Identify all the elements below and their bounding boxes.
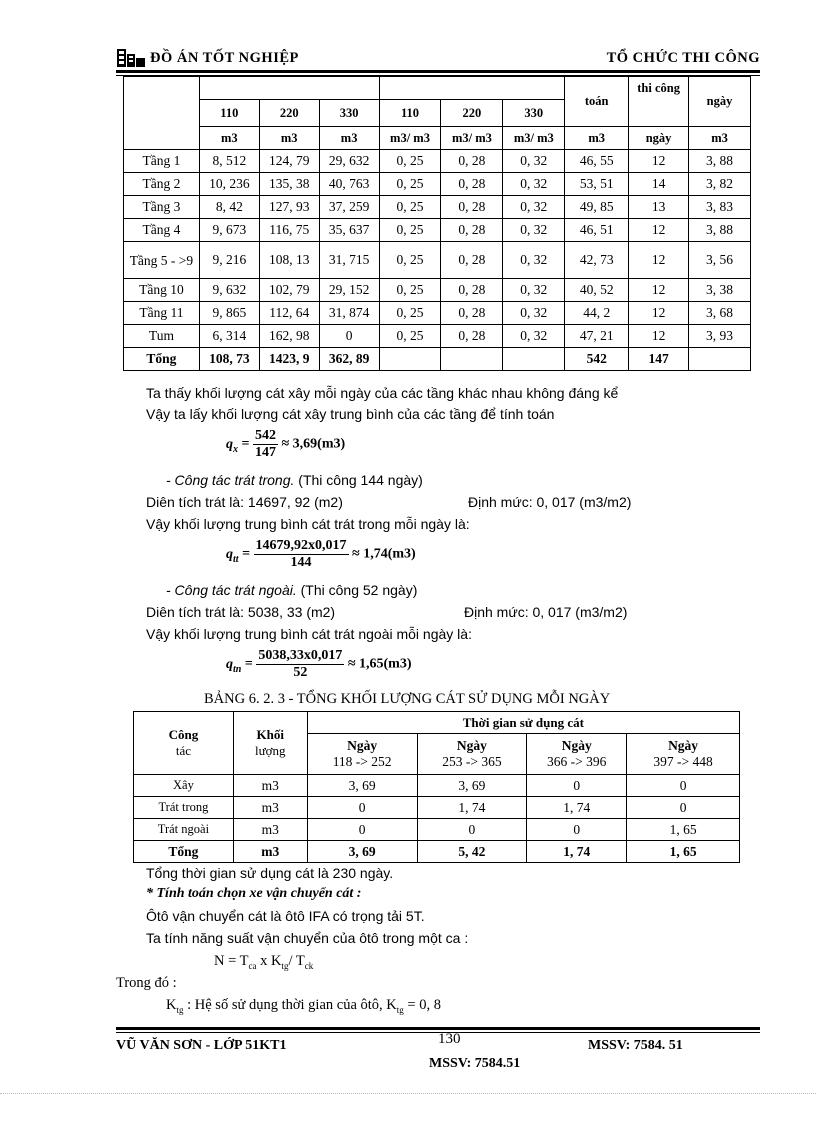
table-cell: 31, 874 (319, 302, 379, 325)
table-row (134, 797, 740, 819)
table-cell (124, 77, 200, 150)
table-cell: Tầng 2 (124, 173, 200, 196)
header-title-left: ĐỒ ÁN TỐT NGHIỆP (150, 50, 299, 66)
table-cell: 3, 56 (689, 242, 751, 279)
table-cell: 0, 25 (379, 173, 441, 196)
header-word: Công (168, 727, 199, 742)
table-cell: 147 (629, 348, 689, 371)
table-cell: 1, 65 (627, 841, 740, 863)
formula-sub: tn (233, 663, 242, 675)
subsection-title: * Tính toán chọn xe vận chuyển cát : (146, 886, 362, 901)
table-header-cell: 330 (319, 100, 379, 127)
productivity-formula (214, 953, 313, 971)
table-row (124, 196, 751, 219)
page-header (116, 46, 760, 70)
table-cell: m3 (233, 775, 307, 797)
table-unit-cell: m3/ m3 (379, 127, 441, 150)
table-cell: 42, 73 (565, 242, 629, 279)
table-cell: 0, 32 (503, 196, 565, 219)
table-cell: 0, 28 (441, 279, 503, 302)
fraction-denominator: 144 (290, 555, 312, 570)
table-cell: m3 (233, 841, 307, 863)
text-line: Tổng thời gian sử dụng cát là 230 ngày. (146, 865, 394, 881)
table-row (134, 819, 740, 841)
table-cell: Tổng (124, 348, 200, 371)
table-cell (503, 348, 565, 371)
table-cell: 542 (565, 348, 629, 371)
table-cell (689, 348, 751, 371)
table-unit-cell: m3/ m3 (503, 127, 565, 150)
daily-sand-usage-table (133, 711, 740, 863)
header-rule (116, 70, 760, 73)
table-cell: 12 (629, 279, 689, 302)
table-cell: 0, 25 (379, 242, 441, 279)
fraction-numerator: 5038,33x0,017 (258, 648, 343, 663)
table-cell: 5, 42 (417, 841, 527, 863)
school-logo-icon (116, 48, 146, 68)
text-line: Vậy ta lấy khối lượng cát xây trung bình của các tầng để tính toán (146, 406, 555, 422)
table-cell: 0, 28 (441, 173, 503, 196)
table-row (124, 242, 751, 279)
formula-part: N = T (214, 953, 249, 969)
table-cell (199, 77, 379, 100)
table-unit-cell: m3 (565, 127, 629, 150)
table-cell: 0, 32 (503, 173, 565, 196)
table-header-cell (417, 734, 527, 775)
table-cell: Trát ngoài (134, 819, 234, 841)
table-total-row (134, 841, 740, 863)
table-header-cell (233, 712, 307, 775)
sand-volume-table (123, 76, 751, 371)
table-cell: 3, 69 (307, 841, 417, 863)
footer-student-id: MSSV: 7584. 51 (588, 1038, 683, 1053)
table-cell: 29, 152 (319, 279, 379, 302)
table-cell: 124, 79 (259, 150, 319, 173)
table-header-cell: 330 (503, 100, 565, 127)
table-cell: m3 (233, 797, 307, 819)
formula-qtn: $q_{tn}$ = $\frac{5038,33x0,017}{52}$ ≈ 1,65(m3) (226, 648, 412, 680)
table-cell: 116, 75 (259, 219, 319, 242)
table-cell: 9, 865 (199, 302, 259, 325)
table-cell: 31, 715 (319, 242, 379, 279)
table-cell: 0, 32 (503, 242, 565, 279)
table-cell: 47, 21 (565, 325, 629, 348)
formula-sub: tt (233, 553, 239, 565)
table-units-row (124, 127, 751, 150)
table-cell: Tổng (134, 841, 234, 863)
table-header-cell (627, 734, 740, 775)
definition-ktg (166, 997, 441, 1015)
table-cell: 0 (417, 819, 527, 841)
text-line: Diên tích trát là: 14697, 92 (m2) (146, 494, 343, 510)
table-cell: 0, 32 (503, 219, 565, 242)
table-row (134, 775, 740, 797)
table-cell: 0 (319, 325, 379, 348)
fraction-numerator: 14679,92x0,017 (255, 538, 347, 553)
header-word: Ngày (668, 738, 699, 753)
formula-part: K (166, 997, 177, 1013)
table-cell: Tầng 4 (124, 219, 200, 242)
section-title: - Công tác trát ngoài. (166, 582, 297, 598)
formula-part: = 0, 8 (403, 997, 441, 1013)
text-line: Ta thấy khối lượng cát xây mỗi ngày của các tầng khác nhau không đáng kể (146, 385, 619, 401)
table-cell: 3, 69 (307, 775, 417, 797)
table-caption: BẢNG 6. 2. 3 - TỔNG KHỐI LƯỢNG CÁT SỬ DỤNG MỖI NGÀY (204, 691, 611, 707)
footer-rule (116, 1027, 760, 1030)
table-cell: Tum (124, 325, 200, 348)
table-cell: 0, 32 (503, 325, 565, 348)
header-word: lượng (255, 743, 286, 758)
table-cell: 362, 89 (319, 348, 379, 371)
table-row (124, 325, 751, 348)
table-cell: 49, 85 (565, 196, 629, 219)
day-range: 118 -> 252 (332, 754, 392, 769)
table-cell: 162, 98 (259, 325, 319, 348)
table-cell: 12 (629, 302, 689, 325)
table-unit-cell: m3 (689, 127, 751, 150)
formula-lhs: q (226, 656, 233, 672)
table-cell: 10, 236 (199, 173, 259, 196)
header-word: Ngày (456, 738, 487, 753)
table-cell: 135, 38 (259, 173, 319, 196)
table-header-cell: ngày (689, 77, 751, 127)
table-cell: 127, 93 (259, 196, 319, 219)
table-cell: 1, 74 (527, 797, 627, 819)
text-line: Vậy khối lượng trung bình cát trát trong mỗi ngày là: (146, 516, 470, 532)
table-cell (379, 348, 441, 371)
table-cell: 0 (307, 797, 417, 819)
fraction (256, 648, 344, 681)
formula-sub: x (233, 443, 238, 455)
table-cell: 0, 28 (441, 219, 503, 242)
table-header-cell: thi công (629, 77, 689, 127)
table-cell: 3, 82 (689, 173, 751, 196)
formula-qx: $q_x$ = $\frac{542}{147}$ ≈ 3,69(m3) (226, 428, 346, 460)
table-cell: 37, 259 (319, 196, 379, 219)
table-cell: 12 (629, 150, 689, 173)
page-number: 130 (438, 1031, 461, 1047)
table-cell: 102, 79 (259, 279, 319, 302)
text-line: Diên tích trát là: 5038, 33 (m2) (146, 604, 336, 620)
table-cell: 0, 25 (379, 302, 441, 325)
section-outside-plaster (166, 582, 417, 598)
table-cell: 0, 28 (441, 302, 503, 325)
table-cell: 14 (629, 173, 689, 196)
table-cell (379, 77, 565, 100)
formula-lhs: q (226, 546, 233, 562)
table-cell: 0, 32 (503, 279, 565, 302)
formula-part: : Hệ số sử dụng thời gian của ôtô, K (183, 997, 397, 1013)
formula-part: / T (288, 953, 305, 969)
table-header-cell (134, 712, 234, 775)
table-unit-cell: ngày (629, 127, 689, 150)
text-line: Định mức: 0, 017 (m3/m2) (468, 494, 632, 510)
formula-sub: tg (281, 960, 289, 971)
header-word: Ngày (561, 738, 592, 753)
table-cell: 0, 25 (379, 150, 441, 173)
table-cell: 8, 42 (199, 196, 259, 219)
table-cell: 3, 38 (689, 279, 751, 302)
table-cell: 1, 74 (417, 797, 527, 819)
table-cell: 0 (527, 819, 627, 841)
table-cell: 46, 55 (565, 150, 629, 173)
table-row (124, 173, 751, 196)
table-cell: 40, 763 (319, 173, 379, 196)
header-word: Khối (256, 727, 284, 742)
table-row (124, 219, 751, 242)
table-cell: Trát trong (134, 797, 234, 819)
table-header-row (134, 712, 740, 734)
section-title: - Công tác trát trong. (166, 472, 295, 488)
table-cell: 6, 314 (199, 325, 259, 348)
formula-sub: ca (248, 960, 257, 971)
table-cell: Tầng 1 (124, 150, 200, 173)
text-line: Ôtô vận chuyển cát là ôtô IFA có trọng tải 5T. (146, 908, 425, 924)
formula-sub: ck (304, 960, 314, 971)
table-cell: 108, 13 (259, 242, 319, 279)
text-line: Định mức: 0, 017 (m3/m2) (464, 604, 628, 620)
table-cell: Tầng 5 - >9 (124, 242, 200, 279)
table-header-cell: 110 (379, 100, 441, 127)
section-detail: (Thi công 144 ngày) (294, 472, 423, 488)
fraction (253, 428, 278, 461)
table-cell: 112, 64 (259, 302, 319, 325)
table-cell: Tầng 11 (124, 302, 200, 325)
table-cell: 29, 632 (319, 150, 379, 173)
table-cell: 9, 632 (199, 279, 259, 302)
fraction-denominator: 52 (293, 665, 308, 680)
table-body (124, 150, 751, 371)
section-detail: (Thi công 52 ngày) (296, 582, 418, 598)
table-header-cell: 110 (199, 100, 259, 127)
table-cell: 0 (627, 775, 740, 797)
fraction (254, 538, 349, 571)
table-cell: 12 (629, 219, 689, 242)
text-line: Vậy khối lượng trung bình cát trát ngoài mỗi ngày là: (146, 626, 472, 642)
header-word: Ngày (347, 738, 378, 753)
table-cell: 0, 32 (503, 150, 565, 173)
table-row (124, 150, 751, 173)
table-cell: 0, 28 (441, 242, 503, 279)
table-cell: 0 (627, 797, 740, 819)
table-row (124, 279, 751, 302)
formula-sub: tg (176, 1004, 184, 1015)
fraction-denominator: 147 (254, 445, 276, 460)
table-cell: 0, 25 (379, 196, 441, 219)
table-cell: 0, 25 (379, 279, 441, 302)
day-range: 397 -> 448 (653, 754, 713, 769)
table-unit-cell: m3 (259, 127, 319, 150)
table-cell: 13 (629, 196, 689, 219)
day-range: 253 -> 365 (442, 754, 502, 769)
table-cell: 108, 73 (199, 348, 259, 371)
table-cell: Xây (134, 775, 234, 797)
table-unit-cell: m3 (199, 127, 259, 150)
table-cell: m3 (233, 819, 307, 841)
table-cell: Tầng 3 (124, 196, 200, 219)
formula-qtt: $q_{tt}$ = $\frac{14679,92x0,017}{144}$ ≈ 1,74(m3) (226, 538, 416, 570)
day-range: 366 -> 396 (547, 754, 607, 769)
table-header-cell: Thời gian sử dụng cát (307, 712, 739, 734)
table-cell: 3, 68 (689, 302, 751, 325)
table-unit-cell: m3/ m3 (441, 127, 503, 150)
table-cell: 40, 52 (565, 279, 629, 302)
table-cell: 0, 25 (379, 219, 441, 242)
footer-author: VŨ VĂN SƠN - LỚP 51KT1 (116, 1038, 287, 1053)
table-cell: 9, 216 (199, 242, 259, 279)
formula-lhs: q (226, 436, 233, 452)
table-total-row (124, 348, 751, 371)
table-cell: 0, 32 (503, 302, 565, 325)
text-line: Ta tính năng suất vận chuyển của ôtô trong một ca : (146, 930, 469, 946)
formula-rhs: ≈ 3,69(m3) (281, 436, 346, 452)
table-cell: 0, 28 (441, 196, 503, 219)
table-cell: 1423, 9 (259, 348, 319, 371)
table-cell: 8, 512 (199, 150, 259, 173)
table-cell: 3, 88 (689, 219, 751, 242)
table-unit-cell: m3 (319, 127, 379, 150)
table-header-cell: 220 (441, 100, 503, 127)
table-cell: 44, 2 (565, 302, 629, 325)
header-title-right: TỔ CHỨC THI CÔNG (606, 50, 760, 66)
table-cell: 0 (527, 775, 627, 797)
table-cell: 1, 74 (527, 841, 627, 863)
table-cell: 0, 25 (379, 325, 441, 348)
table-cell: 3, 88 (689, 150, 751, 173)
table-cell: 0, 28 (441, 325, 503, 348)
table-cell: 3, 93 (689, 325, 751, 348)
table-cell: 12 (629, 242, 689, 279)
table-header-row (124, 77, 751, 100)
table-body (134, 775, 740, 863)
table-row (124, 302, 751, 325)
table-cell: 0 (307, 819, 417, 841)
formula-rhs: ≈ 1,74(m3) (352, 546, 416, 562)
table-cell: Tầng 10 (124, 279, 200, 302)
table-cell (441, 348, 503, 371)
table-header-cell: toán (565, 77, 629, 127)
formula-rhs: ≈ 1,65(m3) (347, 656, 412, 672)
footer-student-id-center: MSSV: 7584.51 (429, 1056, 521, 1071)
table-header-cell (527, 734, 627, 775)
table-cell: 0, 28 (441, 150, 503, 173)
header-word: tác (175, 743, 191, 758)
table-cell: 46, 51 (565, 219, 629, 242)
formula-sub: tg (396, 1004, 404, 1015)
table-cell: 3, 69 (417, 775, 527, 797)
table-cell: 1, 65 (627, 819, 740, 841)
table-cell: 9, 673 (199, 219, 259, 242)
table-cell: 53, 51 (565, 173, 629, 196)
table-header-cell (307, 734, 417, 775)
table-header-cell: 220 (259, 100, 319, 127)
text-line: Trong đó : (116, 975, 177, 991)
page-edge-divider (0, 1093, 816, 1095)
formula-part: x K (256, 953, 282, 969)
table-cell: 3, 83 (689, 196, 751, 219)
table-cell: 35, 637 (319, 219, 379, 242)
section-inside-plaster (166, 472, 423, 488)
table-cell: 12 (629, 325, 689, 348)
fraction-numerator: 542 (254, 428, 276, 443)
